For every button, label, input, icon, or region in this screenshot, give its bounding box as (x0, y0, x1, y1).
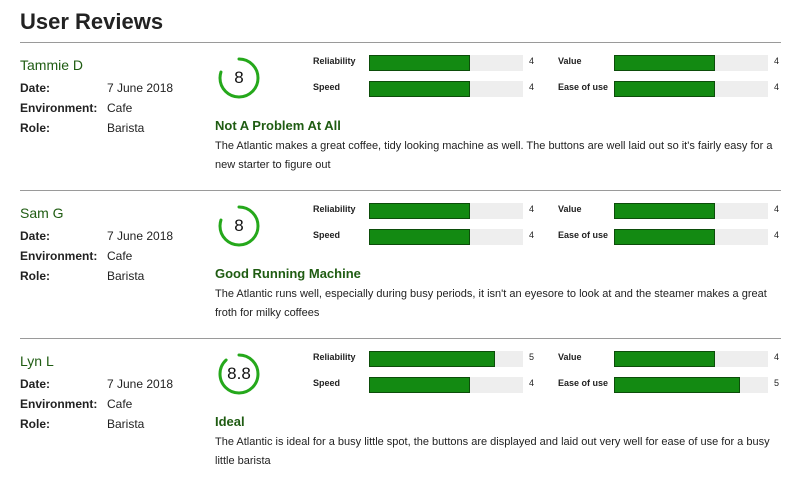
environment-value: Cafe (107, 101, 133, 115)
score-badge (217, 56, 257, 96)
review-headline: Not A Problem At All (215, 118, 341, 133)
rating-bar-fill (369, 203, 470, 219)
metric-value (558, 55, 788, 73)
rating-bar-fill (614, 229, 715, 245)
metric-ease-of-use (558, 81, 788, 99)
rating-bar-fill (614, 351, 715, 367)
date-value: 7 June 2018 (107, 377, 174, 391)
rating-bar-track (614, 377, 768, 393)
metric-label: Ease of use (558, 230, 609, 240)
rating-bar-fill (614, 203, 715, 219)
metric-label: Speed (313, 378, 341, 388)
rating-bar-track (614, 229, 768, 245)
metric-label: Reliability (313, 352, 356, 362)
date-label: Date: (20, 377, 51, 391)
metric-value: 4 (529, 230, 535, 240)
role-value: Barista (107, 121, 145, 135)
rating-bar-track (369, 203, 523, 219)
metric-label: Speed (313, 82, 341, 92)
metric-label: Reliability (313, 56, 356, 66)
page-title: User Reviews (20, 9, 164, 34)
date-label: Date: (20, 229, 51, 243)
environment-label: Environment: (20, 397, 98, 411)
metric-speed (313, 81, 543, 99)
score-value: 8 (234, 68, 244, 87)
rating-bar-track (369, 55, 523, 71)
review-body: The Atlantic is ideal for a busy little spot, the buttons are displayed and laid out very well for ease of use for a busy little barista (215, 436, 770, 467)
review-card (0, 191, 800, 339)
environment-label: Environment: (20, 101, 98, 115)
rating-bar-track (369, 229, 523, 245)
rating-bar-track (614, 351, 768, 367)
metric-value: 4 (774, 352, 780, 362)
metric-value: 4 (529, 82, 535, 92)
score-value: 8.8 (227, 364, 251, 383)
date-value: 7 June 2018 (107, 81, 174, 95)
metric-value: 5 (529, 352, 535, 362)
reviewer-name: Sam G (20, 205, 64, 221)
metric-value (558, 203, 788, 221)
score-badge (217, 352, 257, 392)
role-label: Role: (20, 121, 50, 135)
reviewer-name: Tammie D (20, 57, 84, 73)
metric-reliability (313, 203, 543, 221)
rating-bar-fill (369, 55, 470, 71)
rating-bar-track (369, 81, 523, 97)
rating-bar-fill (614, 377, 740, 393)
review-headline: Ideal (215, 414, 245, 429)
metric-speed (313, 229, 543, 247)
rating-bar-track (614, 203, 768, 219)
metric-value: 4 (774, 204, 780, 214)
environment-value: Cafe (107, 397, 133, 411)
metric-value: 4 (529, 56, 535, 66)
metric-value: 4 (774, 230, 780, 240)
metric-label: Ease of use (558, 378, 609, 388)
rating-bar-fill (614, 55, 715, 71)
metric-label: Reliability (313, 204, 356, 214)
date-label: Date: (20, 81, 51, 95)
metric-reliability (313, 351, 543, 369)
rating-bar-fill (614, 81, 715, 97)
rating-bar-fill (369, 229, 470, 245)
metric-label: Speed (313, 230, 341, 240)
role-value: Barista (107, 417, 145, 431)
review-card (0, 339, 800, 487)
metric-value (558, 351, 788, 369)
metric-reliability (313, 55, 543, 73)
role-value: Barista (107, 269, 145, 283)
metric-ease-of-use (558, 229, 788, 247)
role-label: Role: (20, 417, 50, 431)
score-value: 8 (234, 216, 244, 235)
role-label: Role: (20, 269, 50, 283)
score-badge (217, 204, 257, 244)
date-value: 7 June 2018 (107, 229, 174, 243)
metric-value: 4 (774, 82, 780, 92)
metric-speed (313, 377, 543, 395)
review-body: The Atlantic makes a great coffee, tidy looking machine as well. The buttons are well laid out so it's fairly easy for a new starter to figure out (215, 140, 773, 171)
review-body: The Atlantic runs well, especially during busy periods, it isn't an eyesore to look at and the steamer makes a great froth for milky coffees (215, 288, 767, 319)
metric-value: 4 (774, 56, 780, 66)
rating-bar-fill (369, 351, 495, 367)
review-card (0, 43, 800, 191)
metric-value: 4 (529, 204, 535, 214)
environment-value: Cafe (107, 249, 133, 263)
metric-label: Ease of use (558, 82, 609, 92)
rating-bar-track (614, 81, 768, 97)
rating-bar-fill (369, 81, 470, 97)
metric-label: Value (558, 56, 582, 66)
rating-bar-track (614, 55, 768, 71)
metric-label: Value (558, 204, 582, 214)
metric-ease-of-use (558, 377, 788, 395)
rating-bar-fill (369, 377, 470, 393)
rating-bar-track (369, 351, 523, 367)
environment-label: Environment: (20, 249, 98, 263)
metric-value: 5 (774, 378, 780, 388)
rating-bar-track (369, 377, 523, 393)
review-headline: Good Running Machine (215, 266, 361, 281)
metric-label: Value (558, 352, 582, 362)
reviewer-name: Lyn L (20, 353, 54, 369)
metric-value: 4 (529, 378, 535, 388)
